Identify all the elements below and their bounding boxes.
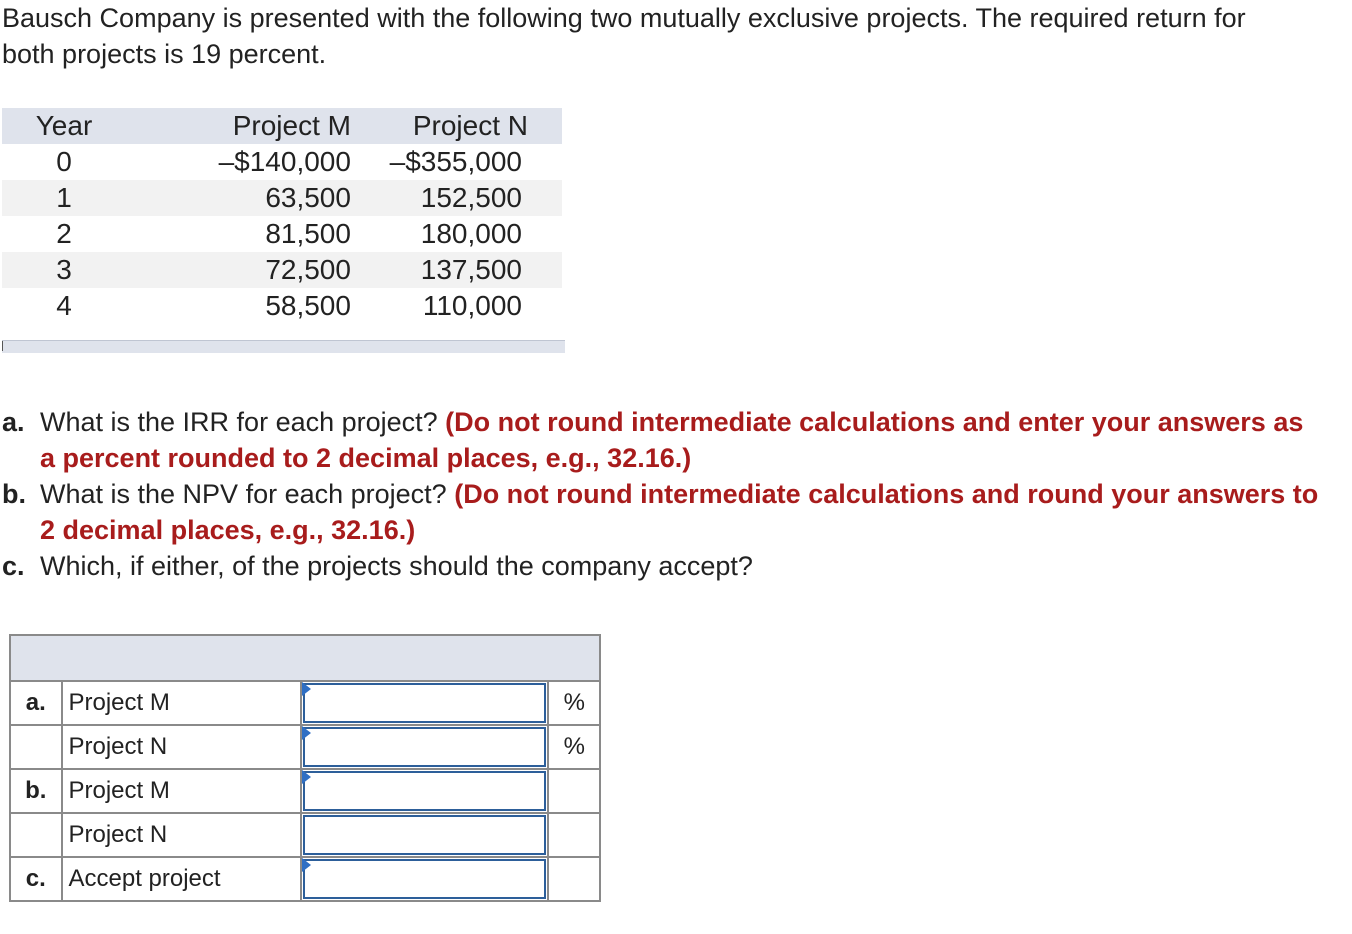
answer-cell	[301, 681, 549, 725]
unit-label: %	[548, 725, 600, 769]
question-letter: c.	[2, 551, 25, 581]
question-text: What is the IRR for each project?	[40, 407, 446, 437]
year-cell: 3	[56, 254, 72, 285]
answer-row-npv-n	[10, 813, 600, 857]
year-cell: 1	[56, 182, 72, 213]
part-letter: c.	[10, 857, 62, 901]
year-cell: 0	[56, 146, 72, 177]
unit-label: %	[548, 681, 600, 725]
project-m-header: Project M	[232, 110, 351, 141]
answer-cell	[301, 725, 549, 769]
npv-project-m-input-box[interactable]	[303, 771, 547, 811]
accept-project-select[interactable]	[305, 861, 545, 897]
table-row	[2, 252, 562, 288]
year-cell: 2	[56, 218, 72, 249]
answer-row-npv-m	[10, 769, 600, 813]
irr-project-m-input-box[interactable]	[303, 683, 547, 723]
flag-icon	[302, 682, 311, 696]
answer-grid	[9, 634, 601, 902]
question-a	[2, 404, 1322, 476]
answer-label: Project N	[62, 725, 301, 769]
answer-grid-header-cell	[10, 635, 600, 681]
question-text: Which, if either, of the projects should the company accept?	[40, 551, 753, 581]
question-letter: a.	[2, 407, 25, 437]
project-m-cell: 72,500	[265, 254, 351, 285]
year-cell: 4	[56, 290, 72, 321]
npv-project-m-input[interactable]	[305, 773, 545, 809]
part-letter	[10, 813, 62, 857]
project-m-cell: 63,500	[265, 182, 351, 213]
year-header: Year	[35, 110, 93, 141]
project-m-cell: 58,500	[265, 290, 351, 321]
project-n-cell: 110,000	[422, 290, 522, 321]
answer-label: Project M	[62, 769, 301, 813]
question-text: What is the NPV for each project?	[40, 479, 455, 509]
table-row	[2, 144, 562, 180]
npv-project-n-input[interactable]	[305, 817, 545, 853]
answer-label: Project M	[62, 681, 301, 725]
answer-label: Project N	[62, 813, 301, 857]
unit-label	[548, 769, 600, 813]
table-row	[2, 180, 562, 216]
irr-project-m-input[interactable]	[305, 685, 545, 721]
question-letter: b.	[2, 479, 26, 509]
table-row	[2, 216, 562, 252]
answer-cell	[301, 857, 549, 901]
problem-statement: Bausch Company is presented with the following two mutually exclusive projects. The required return for both projects is 19 percent.	[2, 3, 1246, 69]
answer-grid-header	[10, 635, 600, 681]
accept-project-input-box[interactable]	[303, 859, 547, 899]
irr-project-n-input-box[interactable]	[303, 727, 547, 767]
question-b	[2, 476, 1322, 548]
part-letter	[10, 725, 62, 769]
unit-label	[548, 813, 600, 857]
table-footer-bar	[2, 340, 565, 353]
question-instruction: (Do not round intermediate calculations and round your answers to 2 decimal places, e.g., 32.16.)	[40, 479, 1319, 545]
irr-project-n-input[interactable]	[305, 729, 545, 765]
answer-row-irr-n	[10, 725, 600, 769]
flag-icon	[302, 726, 311, 740]
cash-flow-header-row	[2, 108, 562, 144]
project-n-cell: 180,000	[420, 218, 522, 249]
answer-cell	[301, 769, 549, 813]
project-n-header: Project N	[412, 110, 528, 141]
questions-block	[2, 404, 1322, 584]
project-n-cell: 152,500	[420, 182, 522, 213]
project-n-cell: –$355,000	[389, 146, 522, 177]
project-n-cell: 137,500	[420, 254, 522, 285]
flag-icon	[302, 858, 311, 872]
flag-icon	[302, 770, 311, 784]
answer-row-accept	[10, 857, 600, 901]
part-letter: b.	[10, 769, 62, 813]
npv-project-n-input-box[interactable]	[303, 815, 547, 855]
table-row	[2, 288, 562, 324]
question-instruction: (Do not round intermediate calculations and enter your answers as a percent rounded to 2 decimal places, e.g., 32.16.)	[40, 407, 1304, 473]
answer-cell	[301, 813, 549, 857]
cash-flow-table	[2, 108, 562, 324]
answer-row-irr-m	[10, 681, 600, 725]
part-letter: a.	[10, 681, 62, 725]
project-m-cell: 81,500	[265, 218, 351, 249]
unit-label	[548, 857, 600, 901]
answer-label: Accept project	[62, 857, 301, 901]
project-m-cell: –$140,000	[218, 146, 351, 177]
question-c	[2, 548, 1322, 584]
